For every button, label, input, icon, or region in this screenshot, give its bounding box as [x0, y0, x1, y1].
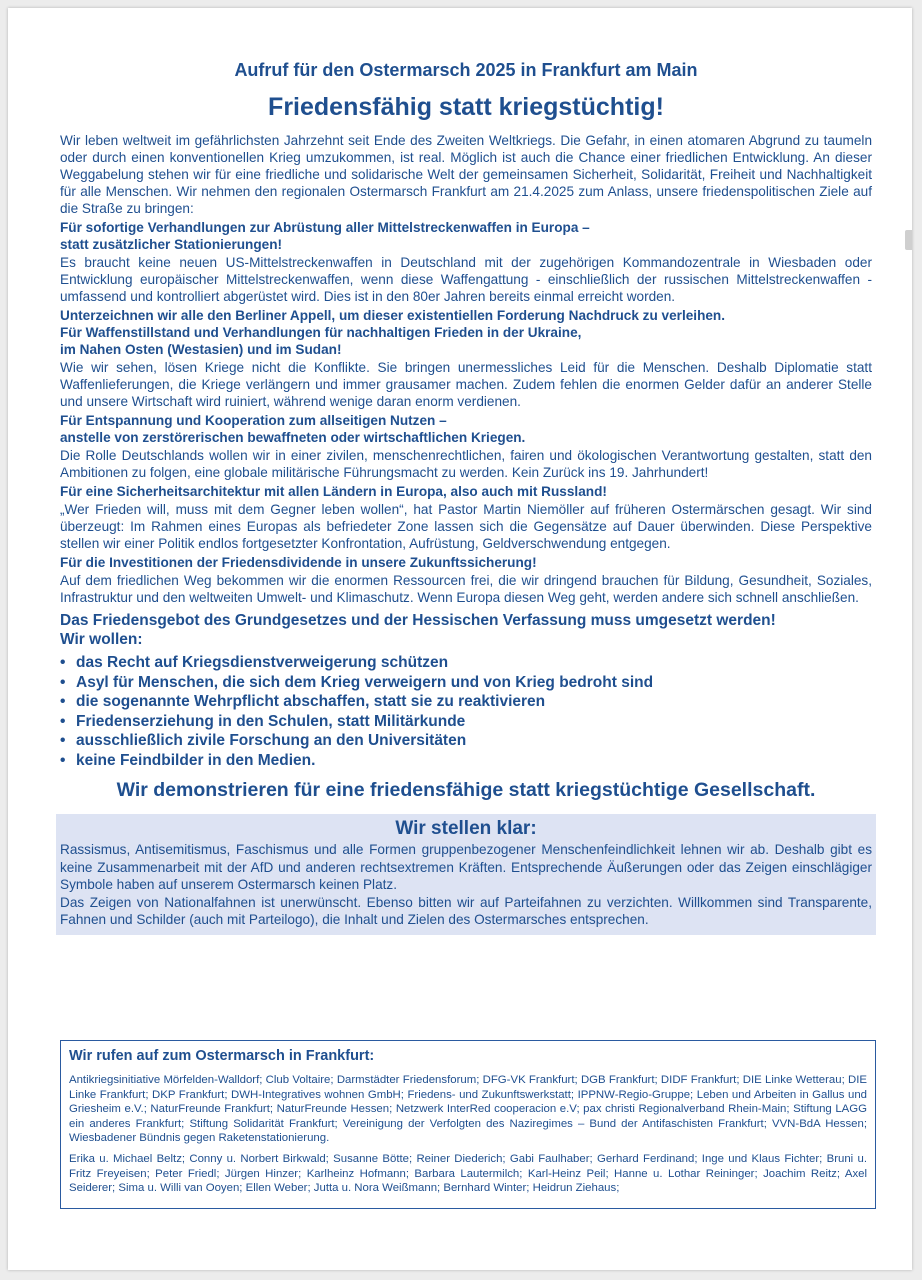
- grundgesetz-heading: Das Friedensgebot des Grundgesetzes und der Hessischen Verfassung muss umgesetzt werden! Wir wollen:: [60, 612, 776, 648]
- demand-text: die sogenannte Wehrpflicht abschaffen, statt sie zu reaktivieren: [76, 693, 546, 710]
- bullet-icon: •: [60, 673, 66, 691]
- list-item: [60, 731, 872, 751]
- individuals-list: Erika u. Michael Beltz; Conny u. Norbert Birkwald; Susanne Bötte; Reiner Diederich; Gabi Faulhaber; Gerhard Ferdinand; Inge und Klaus Fichter; Bruni u. Fritz Freyeisen; Peter Friedl; Jürgen Hinzer; Karlheinz Hofmann; Barbara Lautermilch; Karl-Heinz Peil; Hanne u. Lothar Reininger; Joachim Reitz; Axel Seiderer; Sima u. Willi van Ooyen; Ellen Weber; Jutta u. Nora Weißmann; Bernhard Winter; Heidrun Ziehaus;: [69, 1152, 867, 1195]
- demand-text: ausschließlich zivile Forschung an den Universitäten: [76, 732, 467, 749]
- section-heading-4: Für eine Sicherheitsarchitektur mit allen Ländern in Europa, also auch mit Russland!: [60, 484, 607, 499]
- demand-text: das Recht auf Kriegsdienstverweigerung schützen: [76, 654, 449, 671]
- section-heading-3: Für Entspannung und Kooperation zum allseitigen Nutzen – anstelle von zerstörerischen bewaffneten oder wirtschaftlichen Kriegen.: [60, 413, 526, 445]
- clarification-paragraph-1: Rassismus, Antisemitismus, Faschismus und alle Formen gruppenbezogener Menschenfeindlichkeit lehnen wir ab. Deshalb gibt es keine Zusammenarbeit mit der AfD und anderen rechtsextremen Kräften. Entsprechende Äußerungen oder das Zeigen einschlägiger Symbole haben auf unserem Ostermarsch keinen Platz.: [60, 842, 872, 892]
- document-title: Friedensfähig statt kriegstüchtig!: [268, 93, 664, 121]
- organizations-list: Antikriegsinitiative Mörfelden-Walldorf; Club Voltaire; Darmstädter Friedensforum; DFG-VK Frankfurt; DGB Frankfurt; DIDF Frankfurt; DIE Linke Wetterau; DIE Linke Frankfurt; DKP Frankfurt; DWH-Integratives wohnen GmbH; Friedens- und Zukunftswerkstatt; IPPNW-Regio-Gruppe; Leben und Arbeiten in Gallus und Griesheim e.V.; NaturFreunde Frankfurt; NaturFreunde Hessen; Netzwerk InterRed cooperacion e.V; pax christi Regionalverband Rhein-Main; Stiftung LAGG ein anderes Frankfurt; Stiftung Solidarität Frankfurt; Vereinigung der Verfolgten des Naziregimes – Bund der Antifaschisten Frankfurt; VVN-BdA Hessen; Wiesbadener Bündnis gegen Raketenstationierung.: [69, 1074, 867, 1145]
- bullet-icon: •: [60, 654, 66, 671]
- section-text-4: „Wer Frieden will, muss mit dem Gegner leben wollen“, hat Pastor Martin Niemöller auf früheren Ostermärschen gesagt. Wir sind überzeugt: Im Rahmen eines Europas als befriedeter Zone lassen sich die Gegensätze auf Dauer überwinden. Diese Perspektive stellen wir einer Politik endlos fortgesetzter Konfrontation, Aufrüstung, Geldverschwendung entgegen.: [60, 502, 872, 551]
- section-heading-1: Für sofortige Verhandlungen zur Abrüstung aller Mittelstreckenwaffen in Europa – statt zusätzlicher Stationierungen!: [60, 220, 590, 252]
- section-heading-2: Unterzeichnen wir alle den Berliner Appell, um dieser existentiellen Forderung Nachdruck zu verleihen. Für Waffenstillstand und Verhandlungen für nachhaltigen Frieden in der Ukraine, im Nahen Osten (Westasien) und im Sudan!: [60, 308, 726, 357]
- list-item: [60, 692, 872, 712]
- list-item: [60, 712, 872, 732]
- demand-text: Friedenserziehung in den Schulen, statt Militärkunde: [76, 712, 466, 730]
- demands-list: [60, 653, 872, 770]
- intro-paragraph: Wir leben weltweit im gefährlichsten Jahrzehnt seit Ende des Zweiten Weltkriegs. Die Gefahr, in einen atomaren Abgrund zu taumeln oder durch einen konventionellen Krieg umzukommen, ist real. Möglich ist auch die Chance einer friedlichen Entwicklung. An dieser Weggabelung stehen wir für eine friedliche und solidarische Welt der gemeinsamen Sicherheit, Solidarität, Freiheit und Nachhaltigkeit für alle Menschen. Wir nehmen den regionalen Ostermarsch Frankfurt am 21.4.2025 zum Anlass, unsere friedenspolitischen Ziele auf die Straße zu bringen:: [60, 133, 872, 216]
- slogan: Wir demonstrieren für eine friedensfähige statt kriegstüchtige Gesellschaft.: [116, 779, 816, 801]
- clarification-heading: Wir stellen klar:: [395, 818, 537, 839]
- demand-text: Asyl für Menschen, die sich dem Krieg verweigern und von Krieg bedroht sind: [76, 673, 654, 691]
- bullet-icon: •: [60, 712, 66, 730]
- demand-text: keine Feindbilder in den Medien.: [76, 751, 316, 769]
- bullet-icon: •: [60, 693, 66, 710]
- bullet-icon: •: [60, 732, 66, 749]
- section-heading-5: Für die Investitionen der Friedensdividende in unsere Zukunftssicherung!: [60, 555, 537, 570]
- section-text-5: Auf dem friedlichen Weg bekommen wir die enormen Ressourcen frei, die wir dringend brauchen für Bildung, Gesundheit, Soziales, Infrastruktur und den weltweiten Umwelt- und Klimaschutz. Wenn Europa diesen Weg geht, werden andere sich schnell anschließen.: [60, 573, 872, 605]
- section-text-1: Es braucht keine neuen US-Mittelstreckenwaffen in Deutschland mit der zugehörigen Kommandozentrale in Wiesbaden oder Entwicklung europäischer Mittelstreckenwaffen, wenn diese Waffengattung - einschließlich der russischen Mittelstreckenwaffen - umfassend und kontrolliert abgerüstet wird. Dies ist in den 80er Jahren bereits einmal erreicht worden.: [60, 255, 872, 304]
- clarification-box: [56, 814, 876, 935]
- document-subtitle: Aufruf für den Ostermarsch 2025 in Frankfurt am Main: [234, 60, 698, 80]
- scroll-handle[interactable]: [905, 230, 912, 250]
- list-item: [60, 751, 872, 771]
- list-item: [60, 673, 872, 693]
- section-text-3: Die Rolle Deutschlands wollen wir in einer zivilen, menschenrechtlichen, fairen und ökologischen Verantwortung gestalten, statt den Ambitionen zu folgen, eine globale militärische Führungsmacht zu werden. Kein Zurück ins 19. Jahrhundert!: [60, 448, 872, 480]
- section-text-2: Wie wir sehen, lösen Kriege nicht die Konflikte. Sie bringen unermessliches Leid für die Menschen. Deshalb Diplomatie statt Waffenlieferungen, die Kriege verlängern und immer grausamer machen. Zudem fehlen die enormen Gelder dafür an anderer Stelle und unsere Wirtschaft wird ruiniert, während wenige daran enorm verdienen.: [60, 360, 872, 409]
- document-body: [60, 60, 872, 935]
- bullet-icon: •: [60, 751, 66, 769]
- supporters-heading: Wir rufen auf zum Ostermarsch in Frankfurt:: [69, 1048, 375, 1064]
- list-item: [60, 653, 872, 673]
- supporters-box: [60, 1040, 876, 1209]
- clarification-paragraph-2: Das Zeigen von Nationalfahnen ist unerwünscht. Ebenso bitten wir auf Parteifahnen zu verzichten. Willkommen sind Transparente, Fahnen und Schilder (auch mit Parteilogo), die Inhalt und Zielen des Ostermarsches entsprechen.: [60, 894, 872, 927]
- document-page: [8, 8, 912, 1270]
